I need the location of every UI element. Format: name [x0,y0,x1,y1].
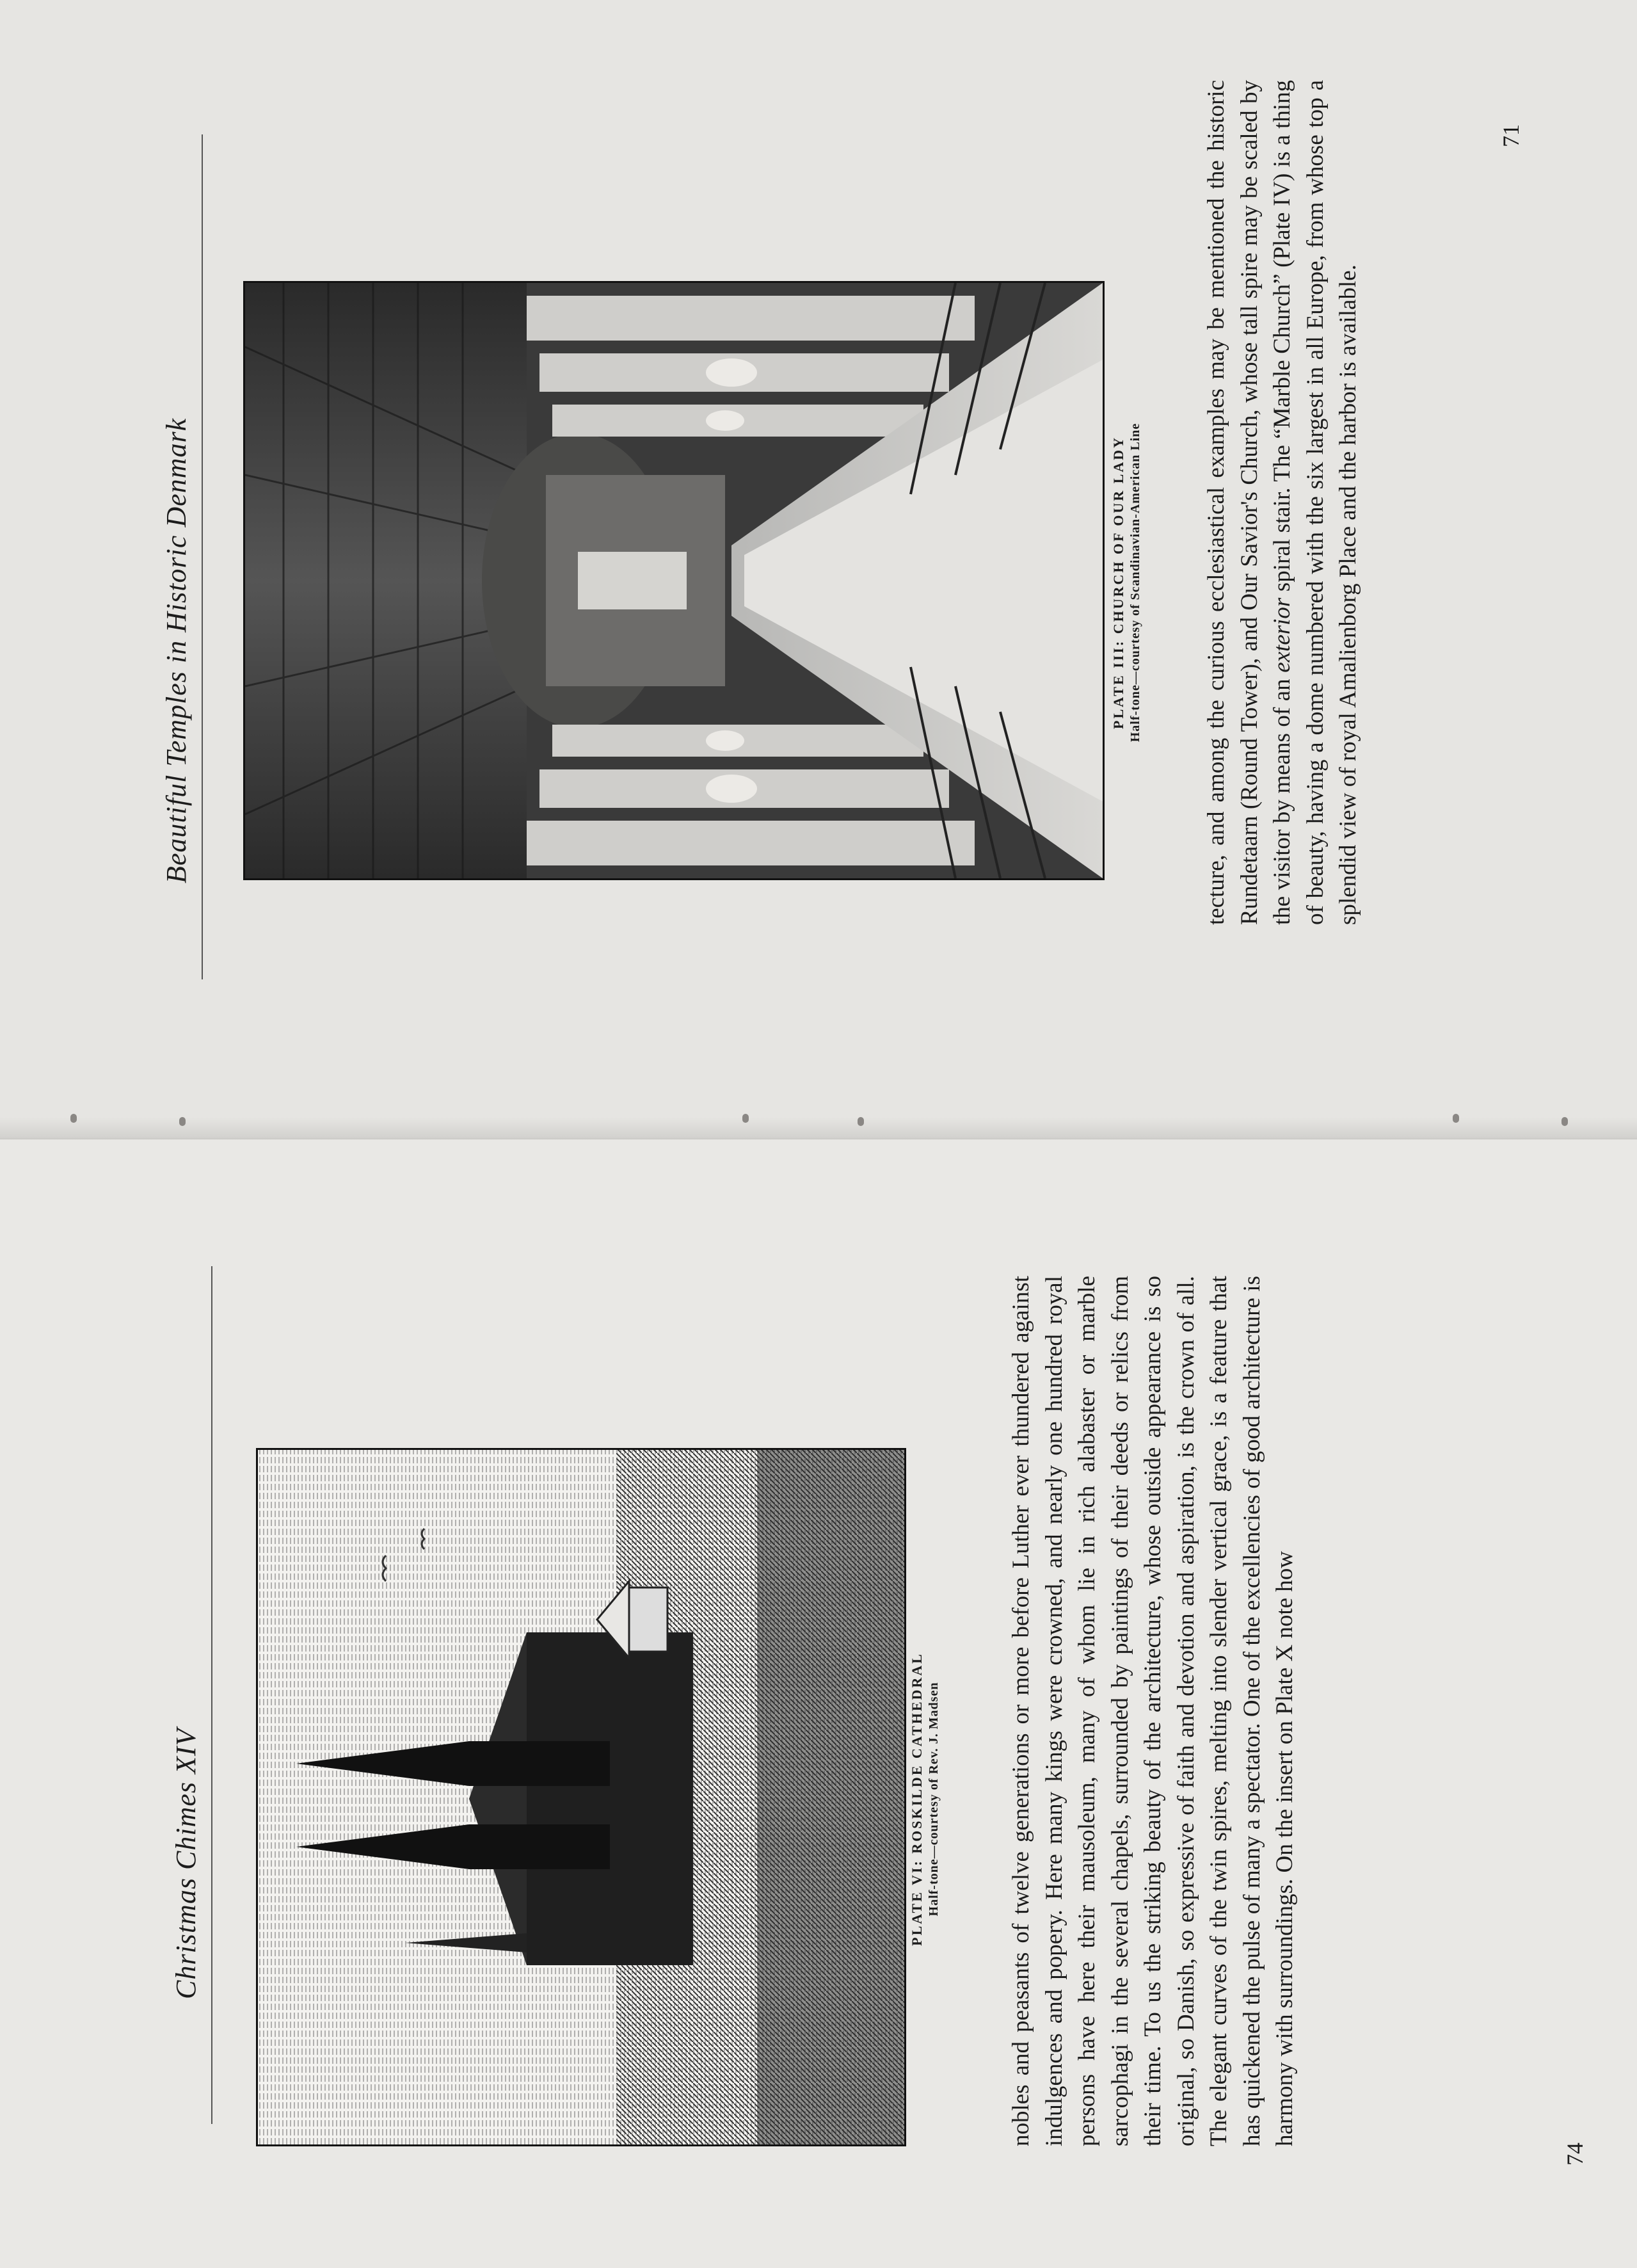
binding-stitch [742,1114,749,1123]
plate-roskilde-cathedral [256,1448,906,2146]
plate-credit: Half-tone—courtesy of Rev. J. Madsen [927,1682,941,1917]
roskilde-cathedral-image [258,1450,904,2144]
plate-title: PLATE III: CHURCH OF OUR LADY [1110,436,1126,729]
church-interior-image [245,283,1103,878]
head-rule [202,134,203,979]
body-text-italic: exterior [1269,597,1295,673]
binding-stitch [70,1114,77,1123]
left-page-rotated-frame [0,1139,1637,2268]
body-text-part-1: tecture, and among the curious ecclesiastical examples may be mentioned the historic Rundetaarn (Round Tower), and Our Savior's Church, whose tall spire may be scaled by the visitor by means of an [1203,80,1295,925]
page-number: 74 [1562,2143,1588,2166]
body-text [1005,1276,1302,2146]
page-number: 71 [1498,124,1524,147]
binding-stitch [179,1117,186,1126]
plate-caption [909,1452,942,2146]
plate-title: PLATE VI: ROSKILDE CATHEDRAL [909,1652,925,1946]
plate-credit: Half-tone—courtesy of Scandinavian-American Line [1128,422,1142,743]
body-text-part-2: spiral stair. The “Marble Church” (Plate IV) is a thing of beauty, having a dome numbered with the six largest in all Europe, from whose top a splendid view of royal Amalienborg Place and the harbor is available. [1269,79,1361,925]
binding-stitch [1453,1114,1459,1123]
left-page [0,1139,1637,2268]
plate-caption [1110,285,1144,880]
binding-stitch [1561,1117,1568,1126]
plate-church-of-our-lady [243,281,1105,880]
body-text [1200,80,1365,925]
binding-stitch [858,1117,864,1126]
head-rule [211,1266,212,2124]
running-head: Christmas Chimes XIV [170,1728,202,1999]
running-head: Beautiful Temples in Historic Denmark [161,417,192,883]
body-paragraph: nobles and peasants of twelve generations or more before Luther ever thundered against indulgences and popery. Here many kings were crowned, and nearly one hundred royal persons have here their mausoleum, many of whom lie in rich alabaster or marble sarcophagi in the several chapels, surrounded by paintings of their deeds or relics from their time. To us the striking beauty of the architecture, whose outside appearance is so original, so Danish, so expressive of faith and devotion and aspiration, is the crown of all. The elegant curves of the twin spires, melting into slender vertical grace, is a feature that has quickened the pulse of many a spectator. One of the excellencies of good architecture is harmony with surroundings. On the insert on Plate X note how [1008,1276,1298,2146]
